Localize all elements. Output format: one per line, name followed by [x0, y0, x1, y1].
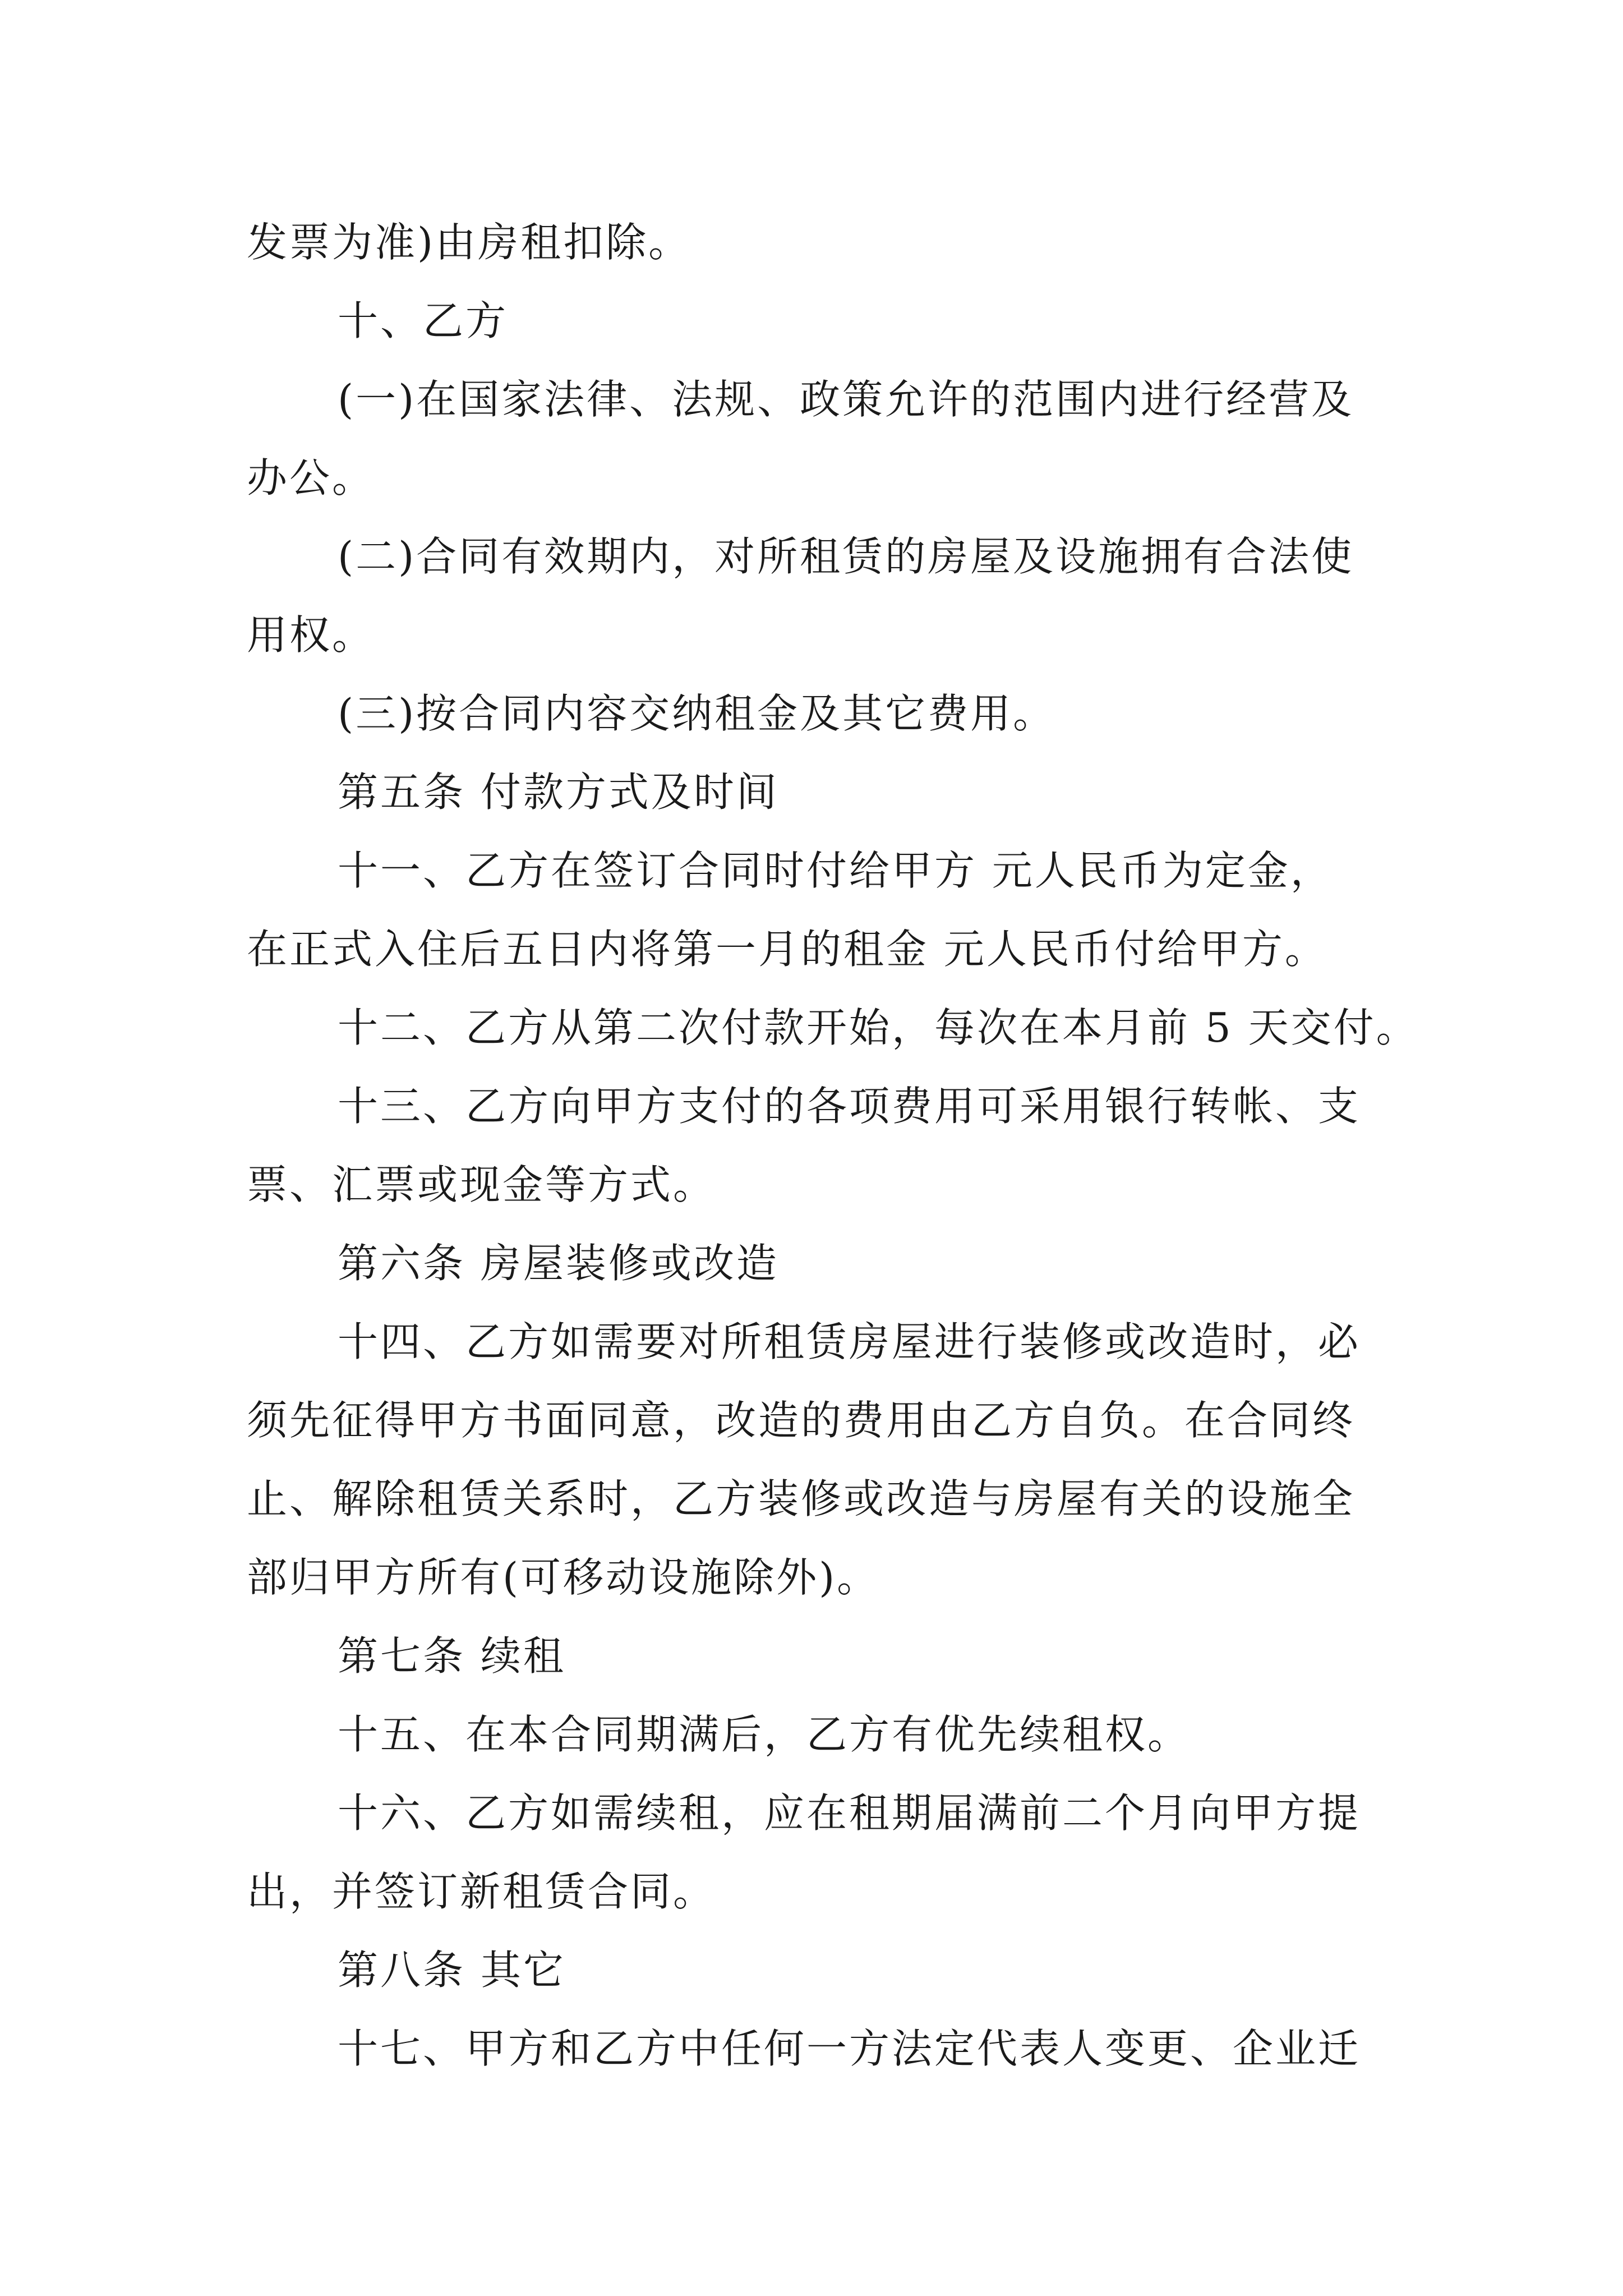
document-line: 十六、乙方如需续租，应在租期届满前二个月向甲方提 — [338, 1789, 1361, 1837]
document-line: 第八条 其它 — [338, 1947, 566, 1994]
document-line: 止、解除租赁关系时，乙方装修或改造与房屋有关的设施全 — [247, 1475, 1355, 1522]
document-body — [247, 203, 1419, 2088]
document-line: 用权。 — [247, 611, 375, 659]
document-line: 票、汇票或现金等方式。 — [247, 1161, 716, 1208]
document-line: 第七条 续租 — [338, 1632, 566, 1680]
document-line: 发票为准)由房租扣除。 — [247, 219, 691, 266]
document-line: 十五、在本合同期满后，乙方有优先续租权。 — [338, 1711, 1191, 1758]
document-line: 第五条 付款方式及时间 — [338, 769, 779, 816]
document-line: 十四、乙方如需要对所租赁房屋进行装修或改造时，必 — [338, 1318, 1361, 1365]
document-line: (一)在国家法律、法规、政策允许的范围内进行经营及 — [338, 376, 1354, 423]
document-line: 十三、乙方向甲方支付的各项费用可采用银行转帐、支 — [338, 1083, 1361, 1130]
document-line: 十一、乙方在签订合同时付给甲方 元人民币为定金， — [338, 847, 1333, 894]
document-line: (二)合同有效期内，对所租赁的房屋及设施拥有合法使 — [338, 533, 1354, 580]
document-line: 办公。 — [247, 454, 375, 501]
document-line: 十二、乙方从第二次付款开始，每次在本月前 5 天交付。 — [338, 1004, 1419, 1051]
document-line: 须先征得甲方书面同意，改造的费用由乙方自负。在合同终 — [247, 1397, 1355, 1444]
document-line: 十七、甲方和乙方中任何一方法定代表人变更、企业迁 — [338, 2025, 1361, 2072]
document-line: 第六条 房屋装修或改造 — [338, 1240, 779, 1287]
document-line: (三)按合同内容交纳租金及其它费用。 — [338, 690, 1056, 737]
document-line: 出，并签订新租赁合同。 — [247, 1868, 716, 1915]
document-line: 在正式入住后五日内将第一月的租金 元人民币付给甲方。 — [247, 926, 1327, 973]
document-line: 部归甲方所有(可移动设施除外)。 — [247, 1554, 880, 1601]
document-line: 十、乙方 — [338, 297, 509, 344]
